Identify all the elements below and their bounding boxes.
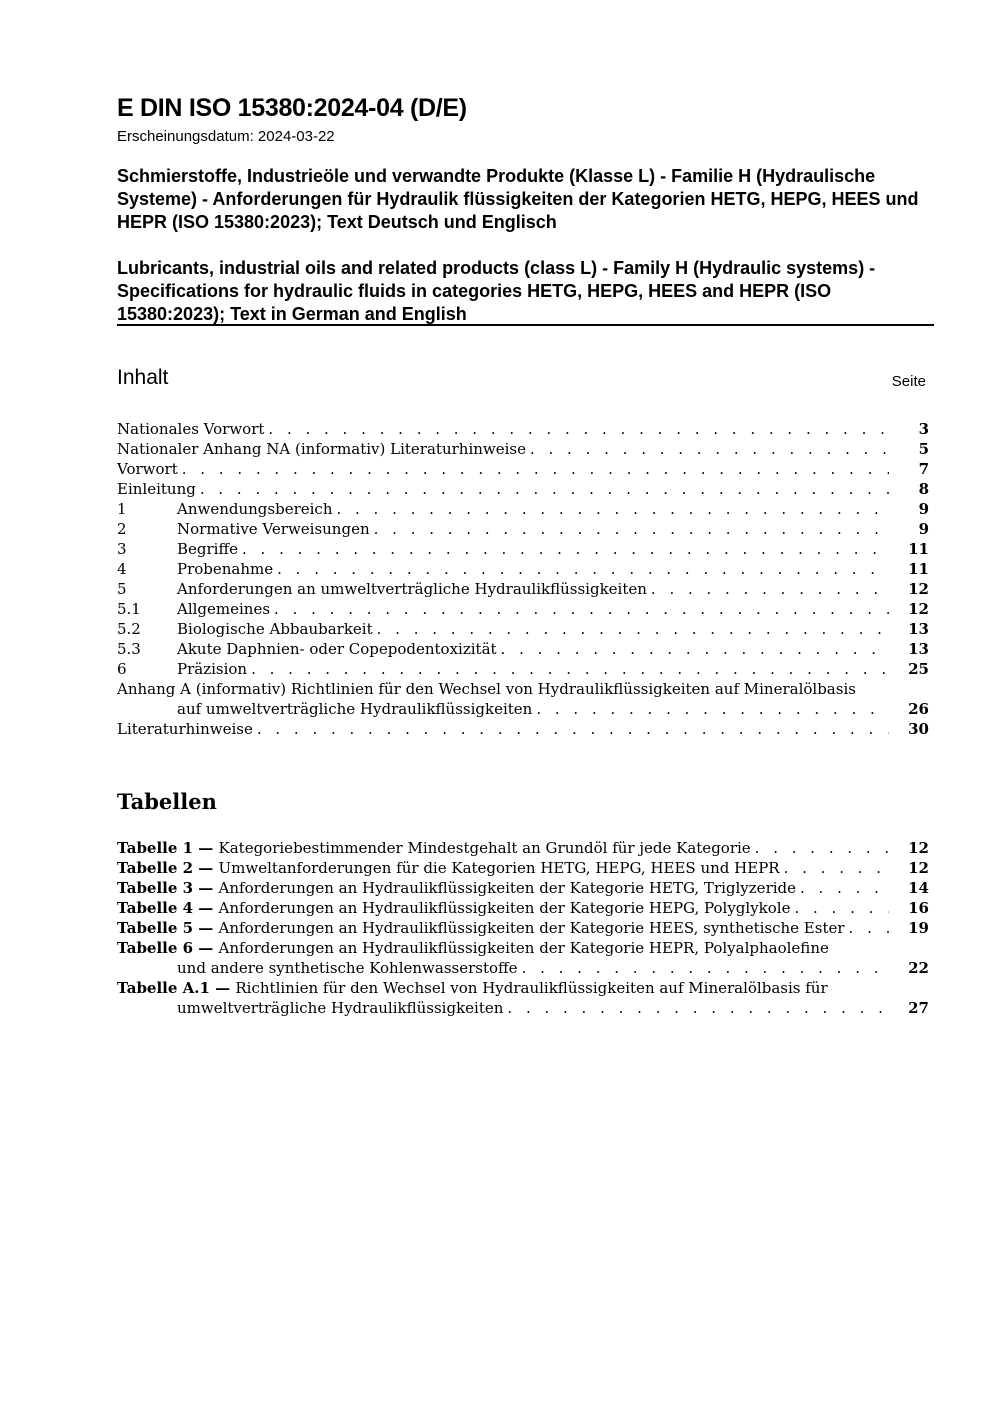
table-entry-label: Tabelle 1 <box>117 839 194 857</box>
leader-dots <box>780 858 889 878</box>
document-id: E DIN ISO 15380:2024-04 (D/E) <box>117 94 467 122</box>
table-entry-heading <box>117 878 796 898</box>
table-entry-heading <box>117 898 790 918</box>
table-entry-page: 22 <box>908 959 929 977</box>
toc-entry-line <box>117 539 929 559</box>
leader-dots <box>751 838 889 858</box>
table-entry-line <box>117 918 929 938</box>
table-entry-title: Anforderungen an Hydraulikflüssigkeiten der Kategorie HEPG, Polyglykole <box>218 899 791 917</box>
toc-entry-number: 2 <box>117 520 127 538</box>
toc-entry-line <box>117 519 929 539</box>
em-dash: — <box>193 899 219 917</box>
toc-entry[interactable] <box>117 579 929 599</box>
toc-entry-line <box>117 479 929 499</box>
table-entry-title: Anforderungen an Hydraulikflüssigkeiten der Kategorie HEPR, Polyalphaolefine <box>218 939 829 957</box>
table-entry-label: Tabelle 3 <box>117 879 194 897</box>
table-entry-title: Kategoriebestimmender Mindestgehalt an Grundöl für jede Kategorie <box>218 839 751 857</box>
toc-entry-page: 12 <box>908 600 929 618</box>
toc-page-label: Seite <box>891 373 926 390</box>
toc-entry-line <box>117 459 929 479</box>
table-entry-label: Tabelle 6 <box>117 939 194 957</box>
leader-dots <box>273 559 889 579</box>
table-entry-line <box>117 878 929 898</box>
em-dash: — <box>193 919 219 937</box>
toc-entry-line <box>117 419 929 439</box>
em-dash: — <box>193 939 219 957</box>
leader-dots <box>518 958 889 978</box>
toc-entry-title: Begriffe <box>177 540 239 558</box>
table-entry-page: 27 <box>908 999 929 1017</box>
toc-entry[interactable] <box>117 679 929 719</box>
toc-entry-line <box>117 659 929 679</box>
toc-entry[interactable] <box>117 599 929 619</box>
title-german: Schmierstoffe, Industrieöle und verwandte Produkte (Klasse L) - Familie H (Hydraulische Systeme) - Anforderungen für Hydraulik flüssigkeiten der Kategorien HETG, HEPG, HEES und HEPR (ISO 15380:2023); Text Deutsch und Englisch <box>117 166 919 232</box>
toc-entry-page: 12 <box>908 580 929 598</box>
toc-entry-number: 1 <box>117 500 127 518</box>
toc-entry[interactable] <box>117 519 929 539</box>
leader-dots <box>264 419 889 439</box>
toc-entry-line <box>117 639 929 659</box>
toc-entry-title: Literaturhinweise <box>117 720 253 738</box>
table-entry-title-continued: und andere synthetische Kohlenwasserstoffe <box>177 959 518 977</box>
toc-entry-title: Einleitung <box>117 480 196 498</box>
toc-entry-title: Nationales Vorwort <box>117 420 265 438</box>
table-entry-line <box>117 858 929 878</box>
table-entry-heading <box>117 938 829 958</box>
em-dash: — <box>193 879 219 897</box>
table-entry-heading <box>117 918 845 938</box>
table-entry-title: Anforderungen an Hydraulikflüssigkeiten der Kategorie HETG, Triglyzeride <box>218 879 797 897</box>
leader-dots <box>196 479 889 499</box>
toc-entry-number: 4 <box>117 560 127 578</box>
toc-entry[interactable] <box>117 439 929 459</box>
toc-entry-number: 5.1 <box>117 600 141 618</box>
table-entry-heading <box>117 978 828 998</box>
toc-entry[interactable] <box>117 619 929 639</box>
em-dash: — <box>193 839 219 857</box>
leader-dots <box>532 699 889 719</box>
publication-date: Erscheinungsdatum: 2024-03-22 <box>117 128 335 145</box>
toc-entry-page: 5 <box>918 440 929 458</box>
table-entry[interactable] <box>117 978 929 1018</box>
tables-heading: Tabellen <box>117 789 217 814</box>
leader-dots <box>647 579 889 599</box>
toc-entry-page: 13 <box>908 620 929 638</box>
em-dash: — <box>209 979 236 997</box>
table-entry-title: Anforderungen an Hydraulikflüssigkeiten der Kategorie HEES, synthetische Ester <box>218 919 845 937</box>
toc-entry-page: 8 <box>918 480 929 498</box>
toc-entry-number: 6 <box>117 660 127 678</box>
leader-dots <box>497 639 889 659</box>
table-entry-title: Richtlinien für den Wechsel von Hydraulikflüssigkeiten auf Mineralölbasis für <box>235 979 828 997</box>
leader-dots <box>373 619 889 639</box>
toc-entry-line <box>117 619 929 639</box>
toc-entry-title: Biologische Abbaubarkeit <box>177 620 373 638</box>
toc-entry-number: 3 <box>117 540 127 558</box>
tables-list <box>117 838 929 1018</box>
table-entry[interactable] <box>117 918 929 938</box>
toc-entry-title: Vorwort <box>117 460 178 478</box>
table-entry-line <box>117 978 929 998</box>
toc-entry-title: Akute Daphnien- oder Copepodentoxizität <box>177 640 497 658</box>
toc-entry-line <box>117 499 929 519</box>
table-entry-title: Umweltanforderungen für die Kategorien HETG, HEPG, HEES und HEPR <box>218 859 780 877</box>
table-entry[interactable] <box>117 938 929 978</box>
toc-entry-page: 3 <box>918 420 929 438</box>
table-entry-label: Tabelle 5 <box>117 919 194 937</box>
table-entry[interactable] <box>117 858 929 878</box>
toc-entry-line <box>117 719 929 739</box>
table-entry-page: 14 <box>908 879 929 897</box>
leader-dots <box>270 599 889 619</box>
table-entry-line <box>117 898 929 918</box>
toc-entry-page: 13 <box>908 640 929 658</box>
table-entry-heading <box>117 838 751 858</box>
toc-entry-title: Präzision <box>177 660 248 678</box>
toc-entry-line <box>117 599 929 619</box>
toc-entry[interactable] <box>117 719 929 739</box>
leader-dots <box>238 539 889 559</box>
toc-entry[interactable] <box>117 559 929 579</box>
toc-heading: Inhalt <box>117 366 169 389</box>
toc-entry[interactable] <box>117 499 929 519</box>
em-dash: — <box>193 859 219 877</box>
toc-entry-page: 11 <box>908 560 929 578</box>
toc-entry[interactable] <box>117 659 929 679</box>
toc-entry-title: Anhang A (informativ) Richtlinien für den Wechsel von Hydraulikflüssigkeiten auf Mineralölbasis <box>117 680 856 698</box>
table-entry[interactable] <box>117 838 929 858</box>
table-entry-line <box>117 838 929 858</box>
toc-entry-number: 5.3 <box>117 640 141 658</box>
toc-entry-line <box>117 439 929 459</box>
leader-dots <box>845 918 889 938</box>
toc-entry-title: Probenahme <box>177 560 274 578</box>
toc-entry[interactable] <box>117 479 929 499</box>
toc-entry[interactable] <box>117 539 929 559</box>
table-entry-page: 12 <box>908 839 929 857</box>
leader-dots <box>370 519 889 539</box>
leader-dots <box>253 719 889 739</box>
toc-entry-title: Anwendungsbereich <box>177 500 333 518</box>
toc-entry[interactable] <box>117 459 929 479</box>
toc-entry-page: 26 <box>908 700 929 718</box>
toc-entry-number: 5 <box>117 580 127 598</box>
toc-entry-page: 30 <box>908 720 929 738</box>
toc-entry-page: 11 <box>908 540 929 558</box>
table-entry[interactable] <box>117 898 929 918</box>
leader-dots <box>247 659 889 679</box>
toc-entry-title: Nationaler Anhang NA (informativ) Literaturhinweise <box>117 440 526 458</box>
toc-entry[interactable] <box>117 639 929 659</box>
title-divider <box>117 324 934 326</box>
toc-entry[interactable] <box>117 419 929 439</box>
table-entry-line <box>117 958 929 978</box>
toc-entry-page: 7 <box>918 460 929 478</box>
table-entry[interactable] <box>117 878 929 898</box>
table-entry-label: Tabelle 2 <box>117 859 194 877</box>
title-english: Lubricants, industrial oils and related products (class L) - Family H (Hydraulic systems) - Specifications for hydraulic fluids in categories HETG, HEPG, HEES and HEPR (ISO 15380:2023); Text in German and English <box>117 258 876 324</box>
toc-entry-line <box>117 679 929 699</box>
table-entry-heading <box>117 858 780 878</box>
toc-entry-page: 9 <box>918 520 929 538</box>
toc-entry-page: 25 <box>908 660 929 678</box>
toc-entry-title: Anforderungen an umweltverträgliche Hydraulikflüssigkeiten <box>177 580 647 598</box>
leader-dots <box>503 998 889 1018</box>
leader-dots <box>178 459 889 479</box>
toc-entry-number: 5.2 <box>117 620 141 638</box>
toc-entry-title: Allgemeines <box>177 600 271 618</box>
leader-dots <box>526 439 889 459</box>
table-entry-title-continued: umweltverträgliche Hydraulikflüssigkeiten <box>177 999 504 1017</box>
toc-entry-line <box>117 579 929 599</box>
leader-dots <box>790 898 889 918</box>
table-entry-label: Tabelle 4 <box>117 899 194 917</box>
toc-entry-title: Normative Verweisungen <box>177 520 370 538</box>
table-entry-line <box>117 998 929 1018</box>
toc-entry-page: 9 <box>918 500 929 518</box>
table-entry-line <box>117 938 929 958</box>
toc-entry-title-continued: auf umweltverträgliche Hydraulikflüssigkeiten <box>177 700 533 718</box>
toc-list <box>117 419 929 739</box>
table-entry-page: 19 <box>908 919 929 937</box>
leader-dots <box>796 878 889 898</box>
toc-entry-line <box>117 559 929 579</box>
table-entry-page: 16 <box>908 899 929 917</box>
table-entry-label: Tabelle A.1 <box>117 979 210 997</box>
table-entry-page: 12 <box>908 859 929 877</box>
leader-dots <box>332 499 889 519</box>
toc-entry-line <box>117 699 929 719</box>
